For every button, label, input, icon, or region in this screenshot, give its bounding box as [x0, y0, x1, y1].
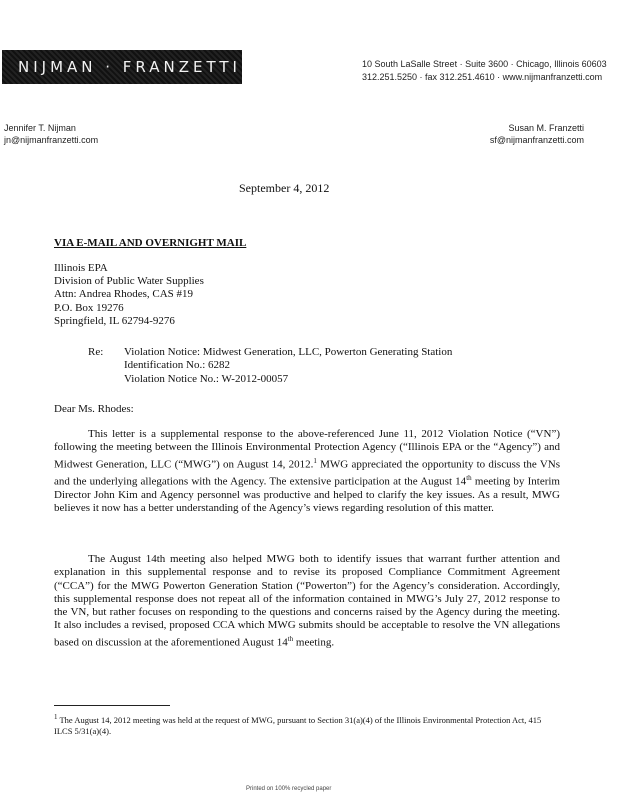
re-subject	[124, 346, 452, 386]
recipient-line: Illinois EPA	[54, 262, 108, 274]
page-footer: Printed on 100% recycled paper	[246, 786, 332, 792]
firm-logo: NIJMAN · FRANZETTI	[2, 50, 242, 84]
sender-left	[4, 122, 98, 146]
recipient-line: Attn: Andrea Rhodes, CAS #19	[54, 288, 194, 301]
re-line: Violation Notice: Midwest Generation, LLC, Powerton Generating Station	[124, 346, 453, 358]
recipient-line: P.O. Box 19276	[54, 301, 124, 314]
sender-right-email: sf@nijmanfranzetti.com	[489, 135, 584, 145]
delivery-method: VIA E-MAIL AND OVERNIGHT MAIL	[54, 237, 247, 249]
sender-right-name: Susan M. Franzetti	[508, 123, 584, 133]
salutation: Dear Ms. Rhodes:	[54, 403, 134, 415]
letterhead-address	[362, 58, 612, 84]
re-label: Re:	[88, 346, 104, 358]
footnote-mark: 1	[54, 713, 58, 721]
re-line: Identification No.: 6282	[124, 359, 231, 372]
footnote: $^1$ The August 14, 2012 meeting was held at the request of MWG, pursuant to Section 31(a)(4) of the Illinois Environmental Protection Act, 415 ILCS 5/31(a)(4).	[54, 713, 542, 736]
sender-right	[490, 122, 584, 146]
recipient-line: Division of Public Water Supplies	[54, 275, 204, 288]
sender-left-name: Jennifer T. Nijman	[4, 123, 76, 133]
recipient-line: Springfield, IL 62794-9276	[54, 314, 175, 327]
footnote-divider	[54, 705, 170, 706]
re-line: Violation Notice No.: W-2012-00057	[124, 372, 289, 385]
footnote-reference: 1	[313, 456, 317, 465]
sender-left-email: jn@nijmanfranzetti.com	[4, 135, 99, 145]
body-paragraph-2: The August 14th meeting also helped MWG both to identify issues that warrant further attention and explanation in this supplemental response and to revise its proposed Compliance Commitment Agreement (“CCA”) for the MWG Powerton Generation Station (“Powerton”) for the Agency’s consideration. Accordingly, this supplemental response does not repeat all of the information contained in MWG’s July 27, 2012 response to the VN, but rather focuses on responding to the questions and concerns raised by the Agency during the meeting. It also includes a revised, proposed CCA which MWG submits should be acceptable to resolve the VN allegations based on discussion at the aforementioned August 14th meeting.	[54, 553, 560, 649]
letter-date: September 4, 2012	[239, 181, 330, 195]
recipient-address	[54, 262, 204, 328]
body-paragraph-1: This letter is a supplemental response to the above-referenced June 11, 2012 Violation Notice (“VN”) following the meeting between the Illinois Environmental Protection Agency (“Illinois EPA or the “Agency”) and Midwest Generation, LLC (“MWG”) on August 14, 2012.$^1$ MWG appreciated the opportunity to discuss the VNs and the underlying allegations with the Agency. The extensive participation at the August 14th meeting by Interim Director John Kim and Agency personnel was productive and helped to clarify the key issues. As a result, MWG believes it now has a better understanding of the Agency’s views regarding resolution of this matter.	[54, 428, 561, 514]
street-address: 10 South LaSalle Street · Suite 3600 · Chicago, Illinois 60603	[362, 59, 607, 69]
contact-info: 312.251.5250 · fax 312.251.4610 · www.nijmanfranzetti.com	[362, 72, 603, 82]
